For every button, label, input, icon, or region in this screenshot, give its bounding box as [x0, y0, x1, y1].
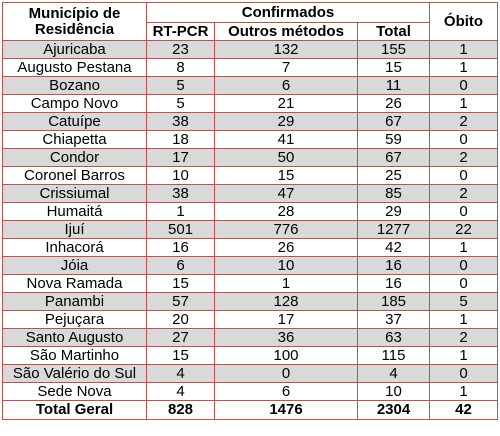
cell-municipio: Coronel Barros: [3, 167, 147, 185]
table-row: [3, 131, 498, 149]
cell-rt-pcr: 38: [147, 185, 215, 203]
cell-rt-pcr: 6: [147, 257, 215, 275]
header-municipio: Município de Residência: [3, 3, 147, 41]
cell-outros-metodos: 132: [215, 41, 358, 59]
cell-total: 25: [358, 167, 430, 185]
cell-outros-metodos: 6: [215, 383, 358, 401]
cell-total: 67: [358, 149, 430, 167]
table-row: [3, 59, 498, 77]
cell-municipio: Inhacorá: [3, 239, 147, 257]
cell-municipio: Campo Novo: [3, 95, 147, 113]
cell-municipio: Augusto Pestana: [3, 59, 147, 77]
cell-municipio: São Martinho: [3, 347, 147, 365]
cell-total: 37: [358, 311, 430, 329]
cell-obito: 2: [430, 185, 498, 203]
table-row: [3, 311, 498, 329]
table-row: [3, 41, 498, 59]
cell-outros-metodos: 15: [215, 167, 358, 185]
cell-total: 155: [358, 41, 430, 59]
cell-outros-metodos: 26: [215, 239, 358, 257]
cell-outros-metodos: 1: [215, 275, 358, 293]
cell-obito: 1: [430, 59, 498, 77]
cell-rt-pcr: 20: [147, 311, 215, 329]
cell-municipio: Crissiumal: [3, 185, 147, 203]
cell-obito: 1: [430, 95, 498, 113]
cell-total: 10: [358, 383, 430, 401]
cell-rt-pcr: 38: [147, 113, 215, 131]
cell-outros-metodos: 47: [215, 185, 358, 203]
cell-rt-pcr: 57: [147, 293, 215, 311]
cell-rt-pcr: 15: [147, 275, 215, 293]
cell-rt-pcr: 15: [147, 347, 215, 365]
cell-municipio: Pejuçara: [3, 311, 147, 329]
cell-total: 29: [358, 203, 430, 221]
cell-obito: 0: [430, 257, 498, 275]
cell-rt-pcr: 27: [147, 329, 215, 347]
table-row: [3, 95, 498, 113]
table-row: [3, 149, 498, 167]
table-row: [3, 167, 498, 185]
cell-municipio: Panambi: [3, 293, 147, 311]
table-row: [3, 347, 498, 365]
cell-rt-pcr: 10: [147, 167, 215, 185]
cell-outros-metodos: 10: [215, 257, 358, 275]
table-row: [3, 185, 498, 203]
cell-municipio: Condor: [3, 149, 147, 167]
cell-outros-metodos: 41: [215, 131, 358, 149]
cell-municipio: Jóia: [3, 257, 147, 275]
cell-total: 67: [358, 113, 430, 131]
cell-obito: 0: [430, 77, 498, 95]
cell-total: 4: [358, 365, 430, 383]
cell-rt-pcr: 5: [147, 77, 215, 95]
cell-municipio: São Valério do Sul: [3, 365, 147, 383]
total-total: 2304: [358, 401, 430, 420]
cell-obito: 5: [430, 293, 498, 311]
header-confirmados: Confirmados: [147, 3, 430, 23]
cell-obito: 0: [430, 275, 498, 293]
cell-municipio: Santo Augusto: [3, 329, 147, 347]
table-row: [3, 221, 498, 239]
cell-outros-metodos: 36: [215, 329, 358, 347]
table-row: [3, 293, 498, 311]
header-total: Total: [358, 23, 430, 41]
header-obito: Óbito: [430, 3, 498, 41]
cell-rt-pcr: 23: [147, 41, 215, 59]
table-row: [3, 275, 498, 293]
table-row: [3, 365, 498, 383]
cell-obito: 22: [430, 221, 498, 239]
total-obito: 42: [430, 401, 498, 420]
cell-total: 26: [358, 95, 430, 113]
cell-outros-metodos: 21: [215, 95, 358, 113]
cell-obito: 0: [430, 203, 498, 221]
cell-rt-pcr: 5: [147, 95, 215, 113]
cell-municipio: Chiapetta: [3, 131, 147, 149]
cell-total: 11: [358, 77, 430, 95]
cell-rt-pcr: 4: [147, 365, 215, 383]
cell-total: 185: [358, 293, 430, 311]
table-row: [3, 77, 498, 95]
table-footer: [3, 401, 498, 420]
cell-total: 42: [358, 239, 430, 257]
cell-total: 16: [358, 257, 430, 275]
cell-outros-metodos: 29: [215, 113, 358, 131]
cell-municipio: Catuípe: [3, 113, 147, 131]
cell-rt-pcr: 4: [147, 383, 215, 401]
header-rt-pcr: RT-PCR: [147, 23, 215, 41]
total-rt-pcr: 828: [147, 401, 215, 420]
covid-cases-table: [2, 2, 498, 420]
cell-outros-metodos: 0: [215, 365, 358, 383]
cell-outros-metodos: 7: [215, 59, 358, 77]
cell-total: 1277: [358, 221, 430, 239]
table-row: [3, 203, 498, 221]
table-header: [3, 3, 498, 41]
cell-outros-metodos: 776: [215, 221, 358, 239]
cell-total: 85: [358, 185, 430, 203]
table-row: [3, 239, 498, 257]
cell-outros-metodos: 28: [215, 203, 358, 221]
table-row: [3, 383, 498, 401]
cell-outros-metodos: 6: [215, 77, 358, 95]
cell-rt-pcr: 501: [147, 221, 215, 239]
table-row: [3, 329, 498, 347]
total-outros-metodos: 1476: [215, 401, 358, 420]
cell-municipio: Humaitá: [3, 203, 147, 221]
cell-outros-metodos: 17: [215, 311, 358, 329]
cell-obito: 2: [430, 329, 498, 347]
cell-municipio: Nova Ramada: [3, 275, 147, 293]
cell-rt-pcr: 16: [147, 239, 215, 257]
cell-rt-pcr: 1: [147, 203, 215, 221]
total-label: Total Geral: [3, 401, 147, 420]
cell-obito: 1: [430, 41, 498, 59]
cell-rt-pcr: 8: [147, 59, 215, 77]
table-container: [2, 2, 497, 420]
cell-rt-pcr: 17: [147, 149, 215, 167]
cell-total: 63: [358, 329, 430, 347]
cell-total: 15: [358, 59, 430, 77]
cell-obito: 1: [430, 347, 498, 365]
cell-obito: 2: [430, 149, 498, 167]
cell-obito: 1: [430, 311, 498, 329]
cell-obito: 0: [430, 131, 498, 149]
total-row: [3, 401, 498, 420]
cell-outros-metodos: 50: [215, 149, 358, 167]
cell-obito: 0: [430, 365, 498, 383]
table-row: [3, 113, 498, 131]
cell-municipio: Bozano: [3, 77, 147, 95]
cell-obito: 2: [430, 113, 498, 131]
cell-obito: 1: [430, 383, 498, 401]
cell-outros-metodos: 100: [215, 347, 358, 365]
header-outros-metodos: Outros métodos: [215, 23, 358, 41]
cell-rt-pcr: 18: [147, 131, 215, 149]
cell-total: 115: [358, 347, 430, 365]
cell-municipio: Ijuí: [3, 221, 147, 239]
cell-municipio: Ajuricaba: [3, 41, 147, 59]
cell-outros-metodos: 128: [215, 293, 358, 311]
table-body: [3, 41, 498, 401]
cell-municipio: Sede Nova: [3, 383, 147, 401]
cell-obito: 0: [430, 167, 498, 185]
cell-obito: 1: [430, 239, 498, 257]
cell-total: 16: [358, 275, 430, 293]
cell-total: 59: [358, 131, 430, 149]
table-row: [3, 257, 498, 275]
